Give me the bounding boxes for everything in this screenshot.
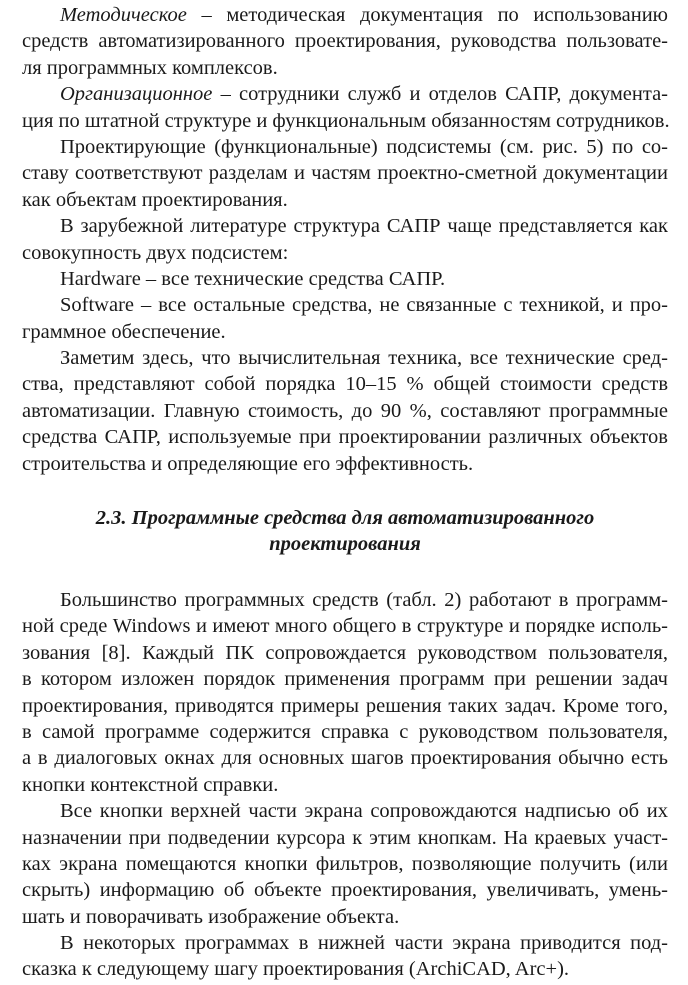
text-line	[22, 160, 668, 186]
text-line	[22, 451, 668, 477]
line-text: ства, представляют собой порядка 10–15 % общей стоимости средств	[22, 373, 668, 396]
line-text: В зарубежной литературе структура САПР чаще представляется как	[60, 215, 668, 238]
paragraph	[22, 930, 668, 983]
line-text: ля программных комплексов.	[22, 56, 278, 79]
paragraph	[22, 266, 668, 292]
text-line	[22, 666, 668, 692]
line-text: строительства и определяющие его эффективность.	[22, 452, 474, 475]
line-text: назначении при подведении курсора к этим кнопкам. На краевых участ-	[22, 826, 668, 849]
paragraph-lead-term: Методическое	[60, 4, 187, 26]
line-text: граммное обеспечение.	[22, 320, 226, 343]
line-text: зования [8]. Каждый ПК сопровождается руководством пользователя,	[22, 641, 668, 664]
text-line	[22, 2, 668, 28]
paragraph	[22, 345, 668, 477]
paragraph	[22, 798, 668, 930]
line-text: сказка к следующему шагу проектирования (ArchiCAD, Arc+).	[22, 958, 570, 981]
paragraph	[22, 213, 668, 266]
line-text: скрыть) информацию об объекте проектирования, увеличивать, умень-	[22, 879, 668, 902]
line-text: шать и поворачивать изображение объекта.	[22, 905, 400, 928]
text-line	[22, 772, 668, 798]
text-line	[22, 956, 668, 982]
paragraph	[22, 2, 668, 81]
text-line	[22, 292, 668, 318]
text-line	[22, 55, 668, 81]
text-line	[22, 745, 668, 771]
text-line	[22, 798, 668, 824]
text-line	[22, 877, 668, 903]
body-text-section-1	[22, 2, 668, 477]
text-line	[22, 613, 668, 639]
line-text: средства САПР, используемые при проектировании различных объектов	[22, 426, 668, 449]
text-line	[22, 371, 668, 397]
text-line	[22, 851, 668, 877]
line-text: Большинство программных средств (табл. 2) работают в программ-	[60, 589, 668, 611]
line-text: Проектирующие (функциональные) подсистемы (см. рис. 5) по со-	[60, 135, 668, 158]
line-text: – методическая документация по использованию	[186, 4, 668, 26]
paragraph-lead-term: Организационное	[60, 83, 213, 106]
line-text: В некоторых программах в нижней части экрана приводится под-	[60, 932, 668, 955]
paragraph	[22, 134, 668, 213]
text-line	[22, 266, 668, 292]
line-text: а в диалоговых окнах для основных шагов проектирования обычно есть	[22, 747, 668, 770]
paragraph	[22, 292, 668, 345]
line-text: ция по штатной структуре и функциональным обязанностям сотрудников.	[22, 109, 670, 132]
line-text: в котором изложен порядок применения программ при решении задач	[22, 668, 668, 691]
body-text-section-2	[22, 587, 668, 983]
text-line	[22, 719, 668, 745]
line-text: ках экрана помещаются кнопки фильтров, позволяющие получить (или	[22, 852, 668, 875]
text-line	[22, 904, 668, 930]
text-line	[22, 81, 668, 107]
heading-line: проектирования	[269, 533, 421, 556]
text-line	[22, 187, 668, 213]
line-text: Software – все остальные средства, не связанные с техникой, и про-	[60, 294, 668, 317]
line-text: совокупность двух подсистем:	[22, 241, 289, 264]
line-text: как объектам проектирования.	[22, 188, 288, 211]
text-line	[22, 398, 668, 424]
line-text: Заметим здесь, что вычислительная техника, все технические сред-	[60, 347, 668, 370]
line-text: Все кнопки верхней части экрана сопровождаются надписью об их	[60, 800, 668, 823]
paragraph	[22, 587, 668, 798]
text-line	[22, 693, 668, 719]
heading-line: 2.3. Программные средства для автоматизированного	[95, 507, 595, 529]
text-line	[22, 240, 668, 266]
line-text: в самой программе содержится справка с руководством пользователя,	[22, 720, 668, 743]
section-heading	[22, 505, 668, 558]
text-line	[22, 640, 668, 666]
text-line	[22, 825, 668, 851]
text-line	[22, 134, 668, 160]
text-line	[22, 587, 668, 613]
text-line	[22, 213, 668, 239]
paragraph	[22, 81, 668, 134]
text-line	[22, 319, 668, 345]
text-line	[22, 930, 668, 956]
line-text: Hardware – все технические средства САПР.	[60, 267, 446, 290]
line-text: кнопки контекстной справки.	[22, 773, 279, 796]
line-text: ной среде Windows и имеют много общего в структуре и порядке исполь-	[22, 615, 668, 638]
line-text: проектирования, приводятся примеры решения таких задач. Кроме того,	[22, 694, 668, 717]
line-text: средств автоматизированного проектирования, руководства пользовате-	[22, 30, 668, 53]
text-line	[22, 424, 668, 450]
text-line	[22, 28, 668, 54]
line-text: автоматизации. Главную стоимость, до 90 %, составляют программные	[22, 399, 668, 422]
text-line	[22, 108, 668, 134]
text-line	[22, 345, 668, 371]
line-text: – сотрудники служб и отделов САПР, документа-	[212, 83, 668, 106]
line-text: ставу соответствуют разделам и частям проектно-сметной документации	[22, 162, 668, 185]
